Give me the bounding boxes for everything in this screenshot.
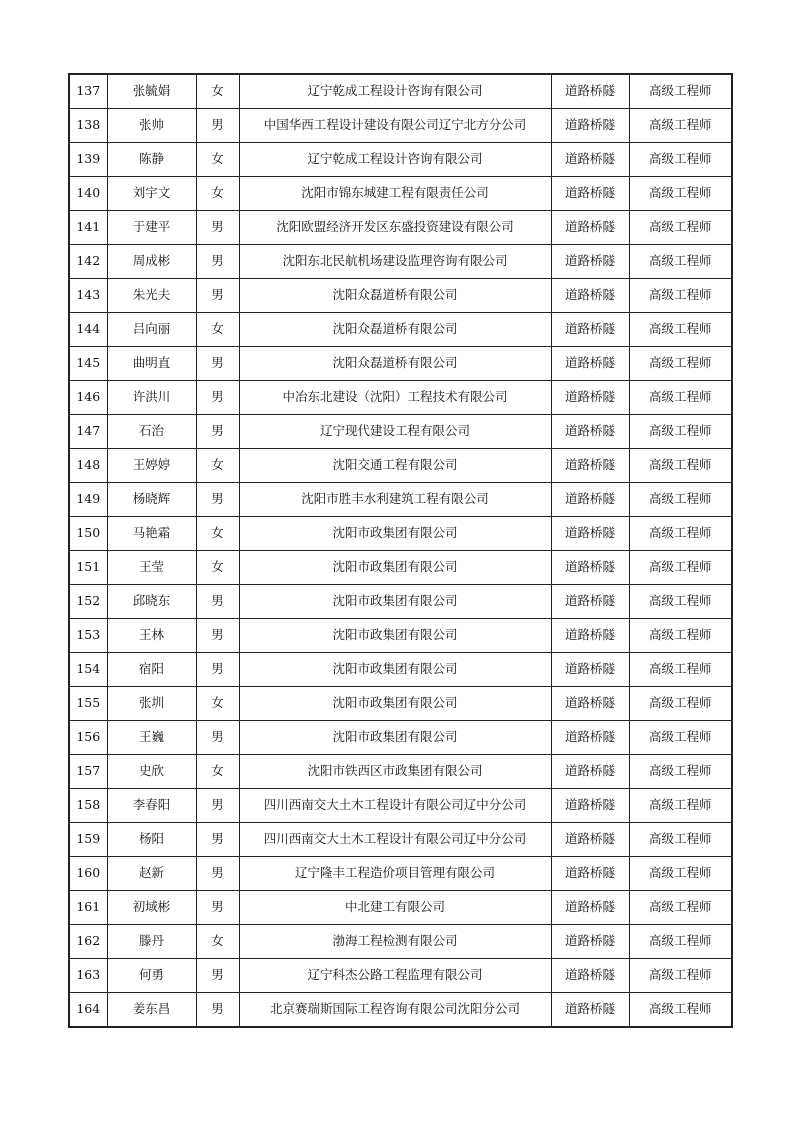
title-cell: 高级工程师: [629, 925, 732, 959]
specialty-cell: 道路桥隧: [551, 449, 629, 483]
organization-cell: 沈阳交通工程有限公司: [239, 449, 551, 483]
organization-cell: 沈阳市政集团有限公司: [239, 551, 551, 585]
table-row: [69, 245, 732, 279]
gender-cell: 男: [196, 245, 239, 279]
gender-cell: 男: [196, 109, 239, 143]
row-number-cell: 152: [69, 585, 107, 619]
title-cell: 高级工程师: [629, 551, 732, 585]
gender-cell: 男: [196, 993, 239, 1028]
specialty-cell: 道路桥隧: [551, 245, 629, 279]
specialty-cell: 道路桥隧: [551, 585, 629, 619]
gender-cell: 女: [196, 449, 239, 483]
name-cell: 刘宇文: [107, 177, 196, 211]
name-cell: 赵新: [107, 857, 196, 891]
title-cell: 高级工程师: [629, 415, 732, 449]
row-number-cell: 162: [69, 925, 107, 959]
specialty-cell: 道路桥隧: [551, 857, 629, 891]
table-row: [69, 721, 732, 755]
gender-cell: 男: [196, 619, 239, 653]
name-cell: 史欣: [107, 755, 196, 789]
title-cell: 高级工程师: [629, 653, 732, 687]
title-cell: 高级工程师: [629, 449, 732, 483]
specialty-cell: 道路桥隧: [551, 891, 629, 925]
specialty-cell: 道路桥隧: [551, 415, 629, 449]
organization-cell: 辽宁隆丰工程造价项目管理有限公司: [239, 857, 551, 891]
table-row: [69, 653, 732, 687]
row-number-cell: 141: [69, 211, 107, 245]
specialty-cell: 道路桥隧: [551, 517, 629, 551]
specialty-cell: 道路桥隧: [551, 279, 629, 313]
organization-cell: 北京赛瑞斯国际工程咨询有限公司沈阳分公司: [239, 993, 551, 1028]
title-cell: 高级工程师: [629, 74, 732, 109]
table-row: [69, 143, 732, 177]
organization-cell: 辽宁乾成工程设计咨询有限公司: [239, 143, 551, 177]
specialty-cell: 道路桥隧: [551, 959, 629, 993]
gender-cell: 女: [196, 313, 239, 347]
gender-cell: 女: [196, 755, 239, 789]
organization-cell: 沈阳市政集团有限公司: [239, 653, 551, 687]
specialty-cell: 道路桥隧: [551, 381, 629, 415]
organization-cell: 沈阳市政集团有限公司: [239, 721, 551, 755]
row-number-cell: 153: [69, 619, 107, 653]
name-cell: 曲明直: [107, 347, 196, 381]
table-row: [69, 449, 732, 483]
title-cell: 高级工程师: [629, 347, 732, 381]
gender-cell: 男: [196, 585, 239, 619]
table-row: [69, 619, 732, 653]
name-cell: 石治: [107, 415, 196, 449]
row-number-cell: 151: [69, 551, 107, 585]
title-cell: 高级工程师: [629, 177, 732, 211]
gender-cell: 男: [196, 211, 239, 245]
name-cell: 张毓娟: [107, 74, 196, 109]
name-cell: 王莹: [107, 551, 196, 585]
row-number-cell: 158: [69, 789, 107, 823]
gender-cell: 男: [196, 959, 239, 993]
table-row: [69, 415, 732, 449]
table-row: [69, 925, 732, 959]
table-row: [69, 585, 732, 619]
table-row: [69, 993, 732, 1028]
specialty-cell: 道路桥隧: [551, 109, 629, 143]
title-cell: 高级工程师: [629, 721, 732, 755]
gender-cell: 女: [196, 687, 239, 721]
title-cell: 高级工程师: [629, 959, 732, 993]
title-cell: 高级工程师: [629, 109, 732, 143]
name-cell: 张帅: [107, 109, 196, 143]
table-row: [69, 891, 732, 925]
gender-cell: 女: [196, 74, 239, 109]
specialty-cell: 道路桥隧: [551, 687, 629, 721]
specialty-cell: 道路桥隧: [551, 619, 629, 653]
organization-cell: 沈阳市胜丰水利建筑工程有限公司: [239, 483, 551, 517]
organization-cell: 沈阳众磊道桥有限公司: [239, 279, 551, 313]
specialty-cell: 道路桥隧: [551, 721, 629, 755]
row-number-cell: 139: [69, 143, 107, 177]
row-number-cell: 164: [69, 993, 107, 1028]
row-number-cell: 150: [69, 517, 107, 551]
name-cell: 朱光夫: [107, 279, 196, 313]
roster-table: [68, 73, 733, 1028]
title-cell: 高级工程师: [629, 993, 732, 1028]
gender-cell: 男: [196, 381, 239, 415]
table-row: [69, 347, 732, 381]
specialty-cell: 道路桥隧: [551, 313, 629, 347]
specialty-cell: 道路桥隧: [551, 551, 629, 585]
gender-cell: 男: [196, 347, 239, 381]
row-number-cell: 147: [69, 415, 107, 449]
specialty-cell: 道路桥隧: [551, 925, 629, 959]
organization-cell: 沈阳市政集团有限公司: [239, 585, 551, 619]
organization-cell: 中国华西工程设计建设有限公司辽宁北方分公司: [239, 109, 551, 143]
table-row: [69, 211, 732, 245]
row-number-cell: 137: [69, 74, 107, 109]
organization-cell: 辽宁科杰公路工程监理有限公司: [239, 959, 551, 993]
row-number-cell: 159: [69, 823, 107, 857]
roster-table-body: [69, 74, 732, 1027]
row-number-cell: 145: [69, 347, 107, 381]
title-cell: 高级工程师: [629, 279, 732, 313]
specialty-cell: 道路桥隧: [551, 755, 629, 789]
table-row: [69, 74, 732, 109]
organization-cell: 沈阳东北民航机场建设监理咨询有限公司: [239, 245, 551, 279]
row-number-cell: 154: [69, 653, 107, 687]
specialty-cell: 道路桥隧: [551, 993, 629, 1028]
organization-cell: 沈阳市政集团有限公司: [239, 619, 551, 653]
table-row: [69, 857, 732, 891]
specialty-cell: 道路桥隧: [551, 177, 629, 211]
row-number-cell: 157: [69, 755, 107, 789]
title-cell: 高级工程师: [629, 381, 732, 415]
organization-cell: 沈阳众磊道桥有限公司: [239, 313, 551, 347]
row-number-cell: 144: [69, 313, 107, 347]
table-row: [69, 483, 732, 517]
title-cell: 高级工程师: [629, 687, 732, 721]
title-cell: 高级工程师: [629, 585, 732, 619]
organization-cell: 中北建工有限公司: [239, 891, 551, 925]
title-cell: 高级工程师: [629, 517, 732, 551]
name-cell: 许洪川: [107, 381, 196, 415]
row-number-cell: 161: [69, 891, 107, 925]
row-number-cell: 142: [69, 245, 107, 279]
title-cell: 高级工程师: [629, 619, 732, 653]
name-cell: 宿阳: [107, 653, 196, 687]
table-row: [69, 755, 732, 789]
name-cell: 杨晓辉: [107, 483, 196, 517]
table-row: [69, 313, 732, 347]
name-cell: 李春阳: [107, 789, 196, 823]
name-cell: 王巍: [107, 721, 196, 755]
organization-cell: 沈阳市政集团有限公司: [239, 517, 551, 551]
title-cell: 高级工程师: [629, 755, 732, 789]
name-cell: 于建平: [107, 211, 196, 245]
row-number-cell: 156: [69, 721, 107, 755]
name-cell: 张圳: [107, 687, 196, 721]
table-row: [69, 517, 732, 551]
row-number-cell: 138: [69, 109, 107, 143]
gender-cell: 男: [196, 857, 239, 891]
name-cell: 马艳霜: [107, 517, 196, 551]
name-cell: 邱晓东: [107, 585, 196, 619]
title-cell: 高级工程师: [629, 211, 732, 245]
specialty-cell: 道路桥隧: [551, 653, 629, 687]
gender-cell: 男: [196, 279, 239, 313]
title-cell: 高级工程师: [629, 313, 732, 347]
specialty-cell: 道路桥隧: [551, 74, 629, 109]
row-number-cell: 148: [69, 449, 107, 483]
specialty-cell: 道路桥隧: [551, 483, 629, 517]
specialty-cell: 道路桥隧: [551, 347, 629, 381]
gender-cell: 男: [196, 483, 239, 517]
gender-cell: 女: [196, 925, 239, 959]
specialty-cell: 道路桥隧: [551, 143, 629, 177]
organization-cell: 中冶东北建设（沈阳）工程技术有限公司: [239, 381, 551, 415]
name-cell: 姜东昌: [107, 993, 196, 1028]
table-row: [69, 789, 732, 823]
row-number-cell: 160: [69, 857, 107, 891]
title-cell: 高级工程师: [629, 891, 732, 925]
name-cell: 何勇: [107, 959, 196, 993]
gender-cell: 男: [196, 653, 239, 687]
organization-cell: 四川西南交大土木工程设计有限公司辽中分公司: [239, 823, 551, 857]
organization-cell: 辽宁乾成工程设计咨询有限公司: [239, 74, 551, 109]
organization-cell: 沈阳市政集团有限公司: [239, 687, 551, 721]
row-number-cell: 155: [69, 687, 107, 721]
gender-cell: 男: [196, 415, 239, 449]
gender-cell: 男: [196, 891, 239, 925]
title-cell: 高级工程师: [629, 245, 732, 279]
name-cell: 初域彬: [107, 891, 196, 925]
gender-cell: 女: [196, 177, 239, 211]
table-row: [69, 551, 732, 585]
table-row: [69, 279, 732, 313]
document-page: [68, 73, 731, 1028]
organization-cell: 辽宁现代建设工程有限公司: [239, 415, 551, 449]
name-cell: 周成彬: [107, 245, 196, 279]
title-cell: 高级工程师: [629, 789, 732, 823]
table-row: [69, 381, 732, 415]
gender-cell: 女: [196, 143, 239, 177]
table-row: [69, 959, 732, 993]
organization-cell: 渤海工程检测有限公司: [239, 925, 551, 959]
organization-cell: 四川西南交大土木工程设计有限公司辽中分公司: [239, 789, 551, 823]
name-cell: 王婷婷: [107, 449, 196, 483]
name-cell: 杨阳: [107, 823, 196, 857]
row-number-cell: 163: [69, 959, 107, 993]
name-cell: 滕丹: [107, 925, 196, 959]
specialty-cell: 道路桥隧: [551, 211, 629, 245]
specialty-cell: 道路桥隧: [551, 823, 629, 857]
gender-cell: 女: [196, 551, 239, 585]
organization-cell: 沈阳市锦东城建工程有限责任公司: [239, 177, 551, 211]
title-cell: 高级工程师: [629, 483, 732, 517]
title-cell: 高级工程师: [629, 143, 732, 177]
table-row: [69, 177, 732, 211]
row-number-cell: 143: [69, 279, 107, 313]
specialty-cell: 道路桥隧: [551, 789, 629, 823]
name-cell: 王林: [107, 619, 196, 653]
table-row: [69, 687, 732, 721]
gender-cell: 男: [196, 823, 239, 857]
gender-cell: 女: [196, 517, 239, 551]
row-number-cell: 140: [69, 177, 107, 211]
gender-cell: 男: [196, 721, 239, 755]
name-cell: 吕向丽: [107, 313, 196, 347]
organization-cell: 沈阳市铁西区市政集团有限公司: [239, 755, 551, 789]
title-cell: 高级工程师: [629, 857, 732, 891]
table-row: [69, 823, 732, 857]
row-number-cell: 149: [69, 483, 107, 517]
gender-cell: 男: [196, 789, 239, 823]
organization-cell: 沈阳欧盟经济开发区东盛投资建设有限公司: [239, 211, 551, 245]
name-cell: 陈静: [107, 143, 196, 177]
table-row: [69, 109, 732, 143]
row-number-cell: 146: [69, 381, 107, 415]
title-cell: 高级工程师: [629, 823, 732, 857]
organization-cell: 沈阳众磊道桥有限公司: [239, 347, 551, 381]
